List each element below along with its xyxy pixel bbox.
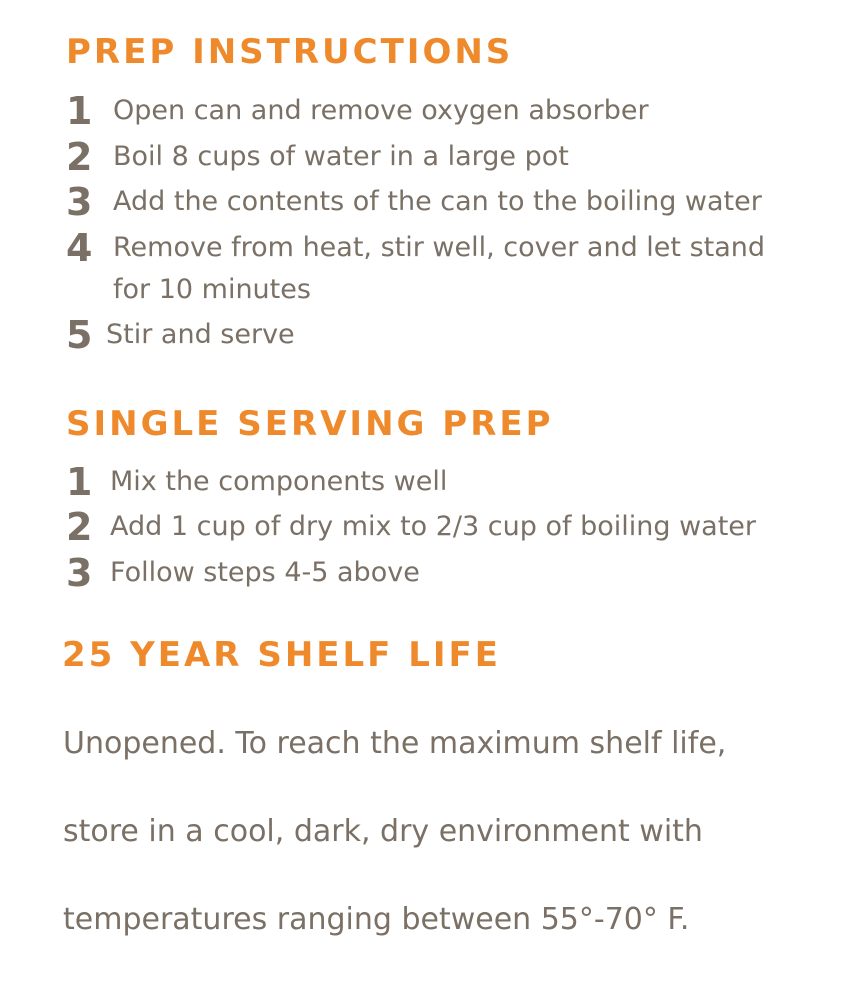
shelf-life-line: temperatures ranging between 55°-70° F. xyxy=(63,902,690,937)
step-number: 4 xyxy=(66,226,93,270)
step-text: Boil 8 cups of water in a large pot xyxy=(113,141,569,172)
step-text: Open can and remove oxygen absorber xyxy=(113,95,649,126)
step-text: Mix the components well xyxy=(110,466,448,497)
prep-instructions-heading: PREP INSTRUCTIONS xyxy=(66,32,514,72)
step-number: 5 xyxy=(66,313,93,357)
step-number: 3 xyxy=(66,551,93,595)
step-text: Add the contents of the can to the boiling water xyxy=(113,186,762,217)
step-number: 2 xyxy=(66,505,93,549)
step-number: 2 xyxy=(66,135,93,179)
step-number: 1 xyxy=(66,89,93,133)
shelf-life-line: store in a cool, dark, dry environment with xyxy=(63,814,703,849)
shelf-life-heading: 25 YEAR SHELF LIFE xyxy=(62,635,501,675)
step-number: 3 xyxy=(66,180,93,224)
shelf-life-line: Unopened. To reach the maximum shelf life, xyxy=(63,726,727,761)
shelf-life-description xyxy=(63,678,823,986)
step-number: 1 xyxy=(66,460,93,504)
step-text: Remove from heat, stir well, cover and let stand xyxy=(113,232,766,263)
step-text: Follow steps 4-5 above xyxy=(110,557,420,588)
single-serving-heading: SINGLE SERVING PREP xyxy=(66,404,554,444)
step-text: Add 1 cup of dry mix to 2/3 cup of boiling water xyxy=(110,511,756,542)
step-text-continued: for 10 minutes xyxy=(113,274,311,305)
step-text: Stir and serve xyxy=(106,319,295,350)
